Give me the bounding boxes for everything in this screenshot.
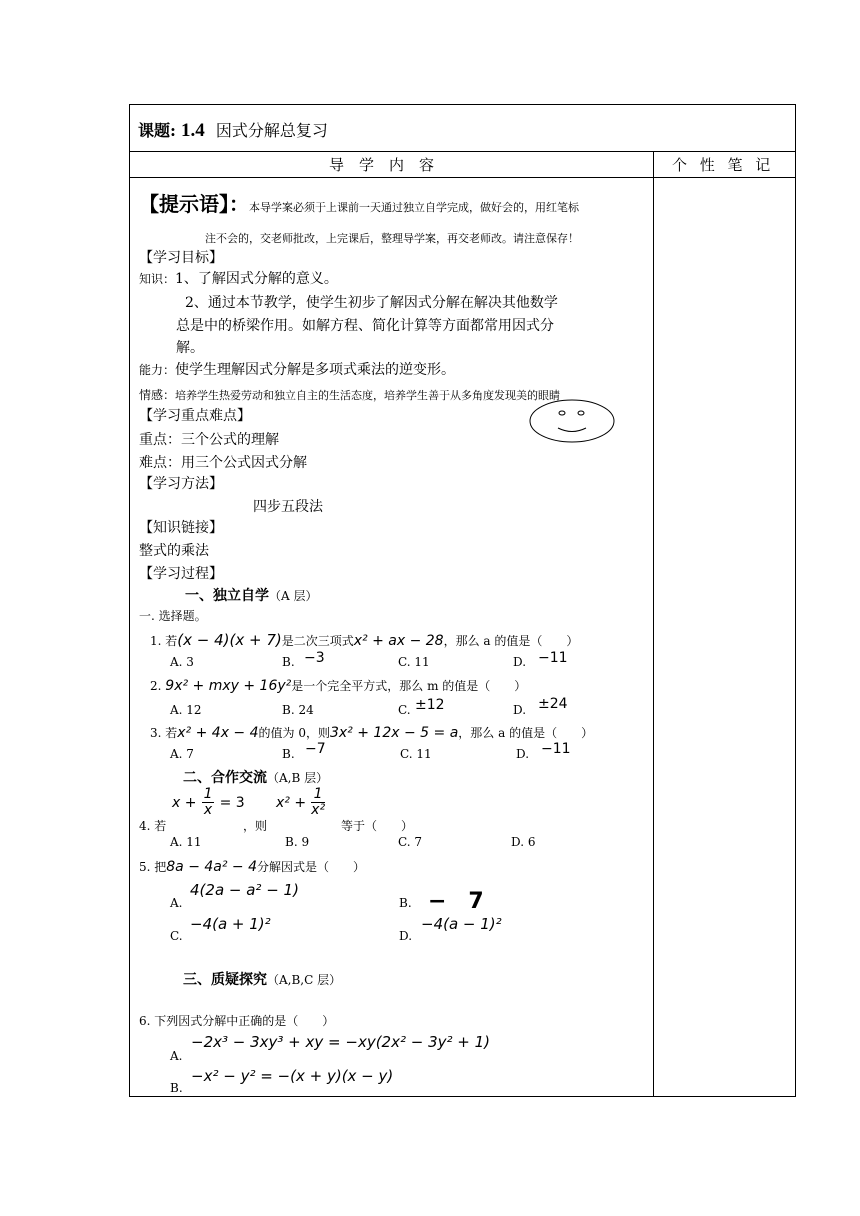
title-text: 因式分解总复习 — [215, 121, 328, 140]
keypoint-difficult: 难点：用三个公式因式分解 — [139, 455, 307, 471]
link-text: 整式的乘法 — [139, 543, 209, 559]
q2-option-c: C. — [398, 703, 411, 717]
q5-option-c: C. — [170, 929, 183, 943]
tip-text-2: 注不会的，交老师批改，上完课后，整理导学案，再交老师改。请注意保存！ — [205, 232, 579, 245]
question-5 — [139, 858, 365, 875]
q3-option-d-value: −11 — [541, 741, 571, 757]
q4-then: ，则 — [243, 819, 268, 833]
ability-label: 能力： — [139, 363, 176, 377]
q4-fraction-2 — [311, 787, 325, 818]
q5-option-b-value: − 7 — [428, 889, 484, 914]
q3-number: 3. 若 — [150, 726, 178, 740]
q4-option-d: D. 6 — [511, 835, 536, 849]
q4-target — [276, 787, 325, 818]
emotion-label: 情感： — [139, 388, 176, 402]
q5-option-d-value: −4(a − 1)² — [421, 915, 502, 933]
header-divider — [130, 177, 795, 178]
section3-title: 三、质疑探究 — [183, 972, 267, 988]
q2-tail: 是一个完全平方式，那么 m 的值是（ ） — [291, 679, 527, 693]
knowledge-line — [139, 268, 338, 288]
keypoint-key: 重点：三个公式的理解 — [139, 432, 279, 448]
method-heading: 【学习方法】 — [139, 476, 223, 492]
emotion-text: 培养学生热爱劳动和独立自主的生活态度，培养学生善于从多角度发现美的眼睛 — [175, 389, 561, 402]
q4-fraction-1-num: 1 — [203, 786, 213, 802]
q4-target-left: x² + — [276, 795, 307, 811]
q5-option-c-value: −4(a + 1)² — [190, 915, 271, 933]
section1-level: （A 层） — [269, 589, 318, 603]
q6-option-b: B. — [170, 1081, 183, 1095]
knowledge-item-1: 1、了解因式分解的意义。 — [175, 271, 338, 287]
q3-option-b-value: −7 — [305, 741, 326, 757]
q3-expression: x² + 4x − 4 — [177, 725, 259, 741]
smiley-face-icon — [528, 398, 616, 444]
question-1 — [150, 631, 578, 649]
q4-option-a: A. 11 — [170, 835, 202, 849]
section2-level: （A,B 层） — [267, 771, 329, 785]
section2-title: 二、合作交流 — [183, 770, 267, 786]
q6-option-a-value: −2x³ − 3xy³ + xy = −xy(2x² − 3y² + 1) — [191, 1033, 491, 1051]
ability-line — [139, 359, 455, 379]
process-heading: 【学习过程】 — [139, 566, 223, 582]
knowledge-label: 知识： — [139, 272, 176, 286]
q6-option-b-value: −x² − y² = −(x + y)(x − y) — [191, 1067, 394, 1085]
keypoints-heading: 【学习重点难点】 — [139, 408, 251, 424]
q1-expression-2: x² + ax − 28 — [353, 633, 444, 649]
q2-number: 2. — [150, 679, 162, 693]
q3-tail: ，那么 a 的值是（ ） — [458, 726, 594, 740]
q5-expression: 8a − 4a² − 4 — [166, 859, 258, 875]
q5-number: 5. 把 — [139, 860, 167, 874]
question-6: 6. 下列因式分解中正确的是（ ） — [139, 1014, 335, 1028]
q4-fraction-2-den: x² — [311, 802, 326, 818]
q5-option-a-value: 4(2a − a² − 1) — [190, 881, 299, 899]
q4-fraction-2-num: 1 — [311, 787, 325, 803]
emotion-line — [139, 384, 560, 403]
q5-tail: 分解因式是（ ） — [257, 860, 366, 874]
q1-option-a: A. 3 — [170, 655, 194, 669]
q3-option-b: B. — [282, 747, 295, 761]
q4-fraction-1 — [202, 787, 215, 818]
knowledge-item-2a: 2、通过本节教学，使学生初步了解因式分解在解决其他数学 — [185, 295, 558, 311]
q5-option-a: A. — [170, 896, 183, 910]
q1-mid: 是二次三项式 — [281, 634, 354, 648]
q4-condition — [172, 787, 245, 818]
question-2 — [150, 677, 526, 694]
q2-option-d-value: ±24 — [538, 696, 568, 712]
tip-text-1: 本导学案必须于上课前一天通过独立自学完成，做好会的，用红笔标 — [249, 201, 579, 214]
title-divider — [130, 151, 795, 152]
q3-option-d: D. — [516, 747, 530, 761]
q6-option-a: A. — [170, 1049, 183, 1063]
column-divider — [653, 151, 654, 1096]
q3-mid: 的值为 0，则 — [258, 726, 330, 740]
choice-heading: 一. 选择题。 — [139, 609, 207, 623]
q1-option-c: C. 11 — [398, 655, 430, 669]
method-text: 四步五段法 — [253, 499, 323, 515]
q4-condition-right: = 3 — [219, 795, 245, 811]
q2-expression: 9x² + mxy + 16y² — [165, 678, 292, 694]
knowledge-item-2c: 解。 — [176, 340, 204, 356]
link-heading: 【知识链接】 — [139, 520, 223, 536]
title-prefix: 课题: — [138, 121, 176, 140]
q1-expression: (x − 4)(x + 7) — [177, 631, 282, 649]
section2-heading — [183, 767, 328, 787]
q5-option-b: B. — [399, 896, 412, 910]
ability-text: 使学生理解因式分解是多项式乘法的逆变形。 — [175, 362, 456, 378]
q2-option-b: B. 24 — [282, 703, 314, 717]
q3-option-c: C. 11 — [400, 747, 432, 761]
knowledge-item-2b: 总是中的桥梁作用。如解方程、简化计算等方面都常用因式分 — [176, 318, 554, 334]
q2-option-a: A. 12 — [170, 703, 202, 717]
q2-option-c-value: ±12 — [415, 697, 445, 713]
q3-expression-2: 3x² + 12x − 5 = a — [329, 725, 459, 741]
q4-fraction-1-den: x — [203, 802, 213, 818]
q3-option-a: A. 7 — [170, 747, 194, 761]
q1-number: 1. 若 — [150, 634, 178, 648]
q4-tail: 等于（ ） — [341, 819, 414, 833]
section3-heading — [183, 969, 341, 989]
q4-number: 4. 若 — [139, 819, 167, 833]
q1-option-d: D. — [513, 655, 527, 669]
q4-option-b: B. 9 — [285, 835, 310, 849]
section3-level: （A,B,C 层） — [267, 973, 342, 987]
q4-condition-left: x + — [172, 795, 197, 811]
page-title — [138, 118, 328, 142]
goals-heading: 【学习目标】 — [139, 250, 223, 266]
q1-option-b-value: −3 — [304, 650, 325, 666]
section1-title: 一、独立自学 — [185, 588, 269, 604]
q5-option-d: D. — [399, 929, 413, 943]
column-header-notes: 个 性 笔 记 — [672, 156, 775, 174]
q1-tail: ，那么 a 的值是（ ） — [443, 634, 579, 648]
section1-heading — [185, 585, 317, 605]
question-3 — [150, 724, 593, 741]
q1-option-d-value: −11 — [538, 650, 568, 666]
q2-option-d: D. — [513, 703, 527, 717]
title-number: 1.4 — [181, 120, 205, 141]
tip-line1 — [139, 188, 579, 217]
tip-label: 【提示语】： — [139, 192, 249, 216]
q4-option-c: C. 7 — [398, 835, 423, 849]
q1-option-b: B. — [282, 655, 295, 669]
column-header-content: 导 学 内 容 — [329, 156, 435, 174]
